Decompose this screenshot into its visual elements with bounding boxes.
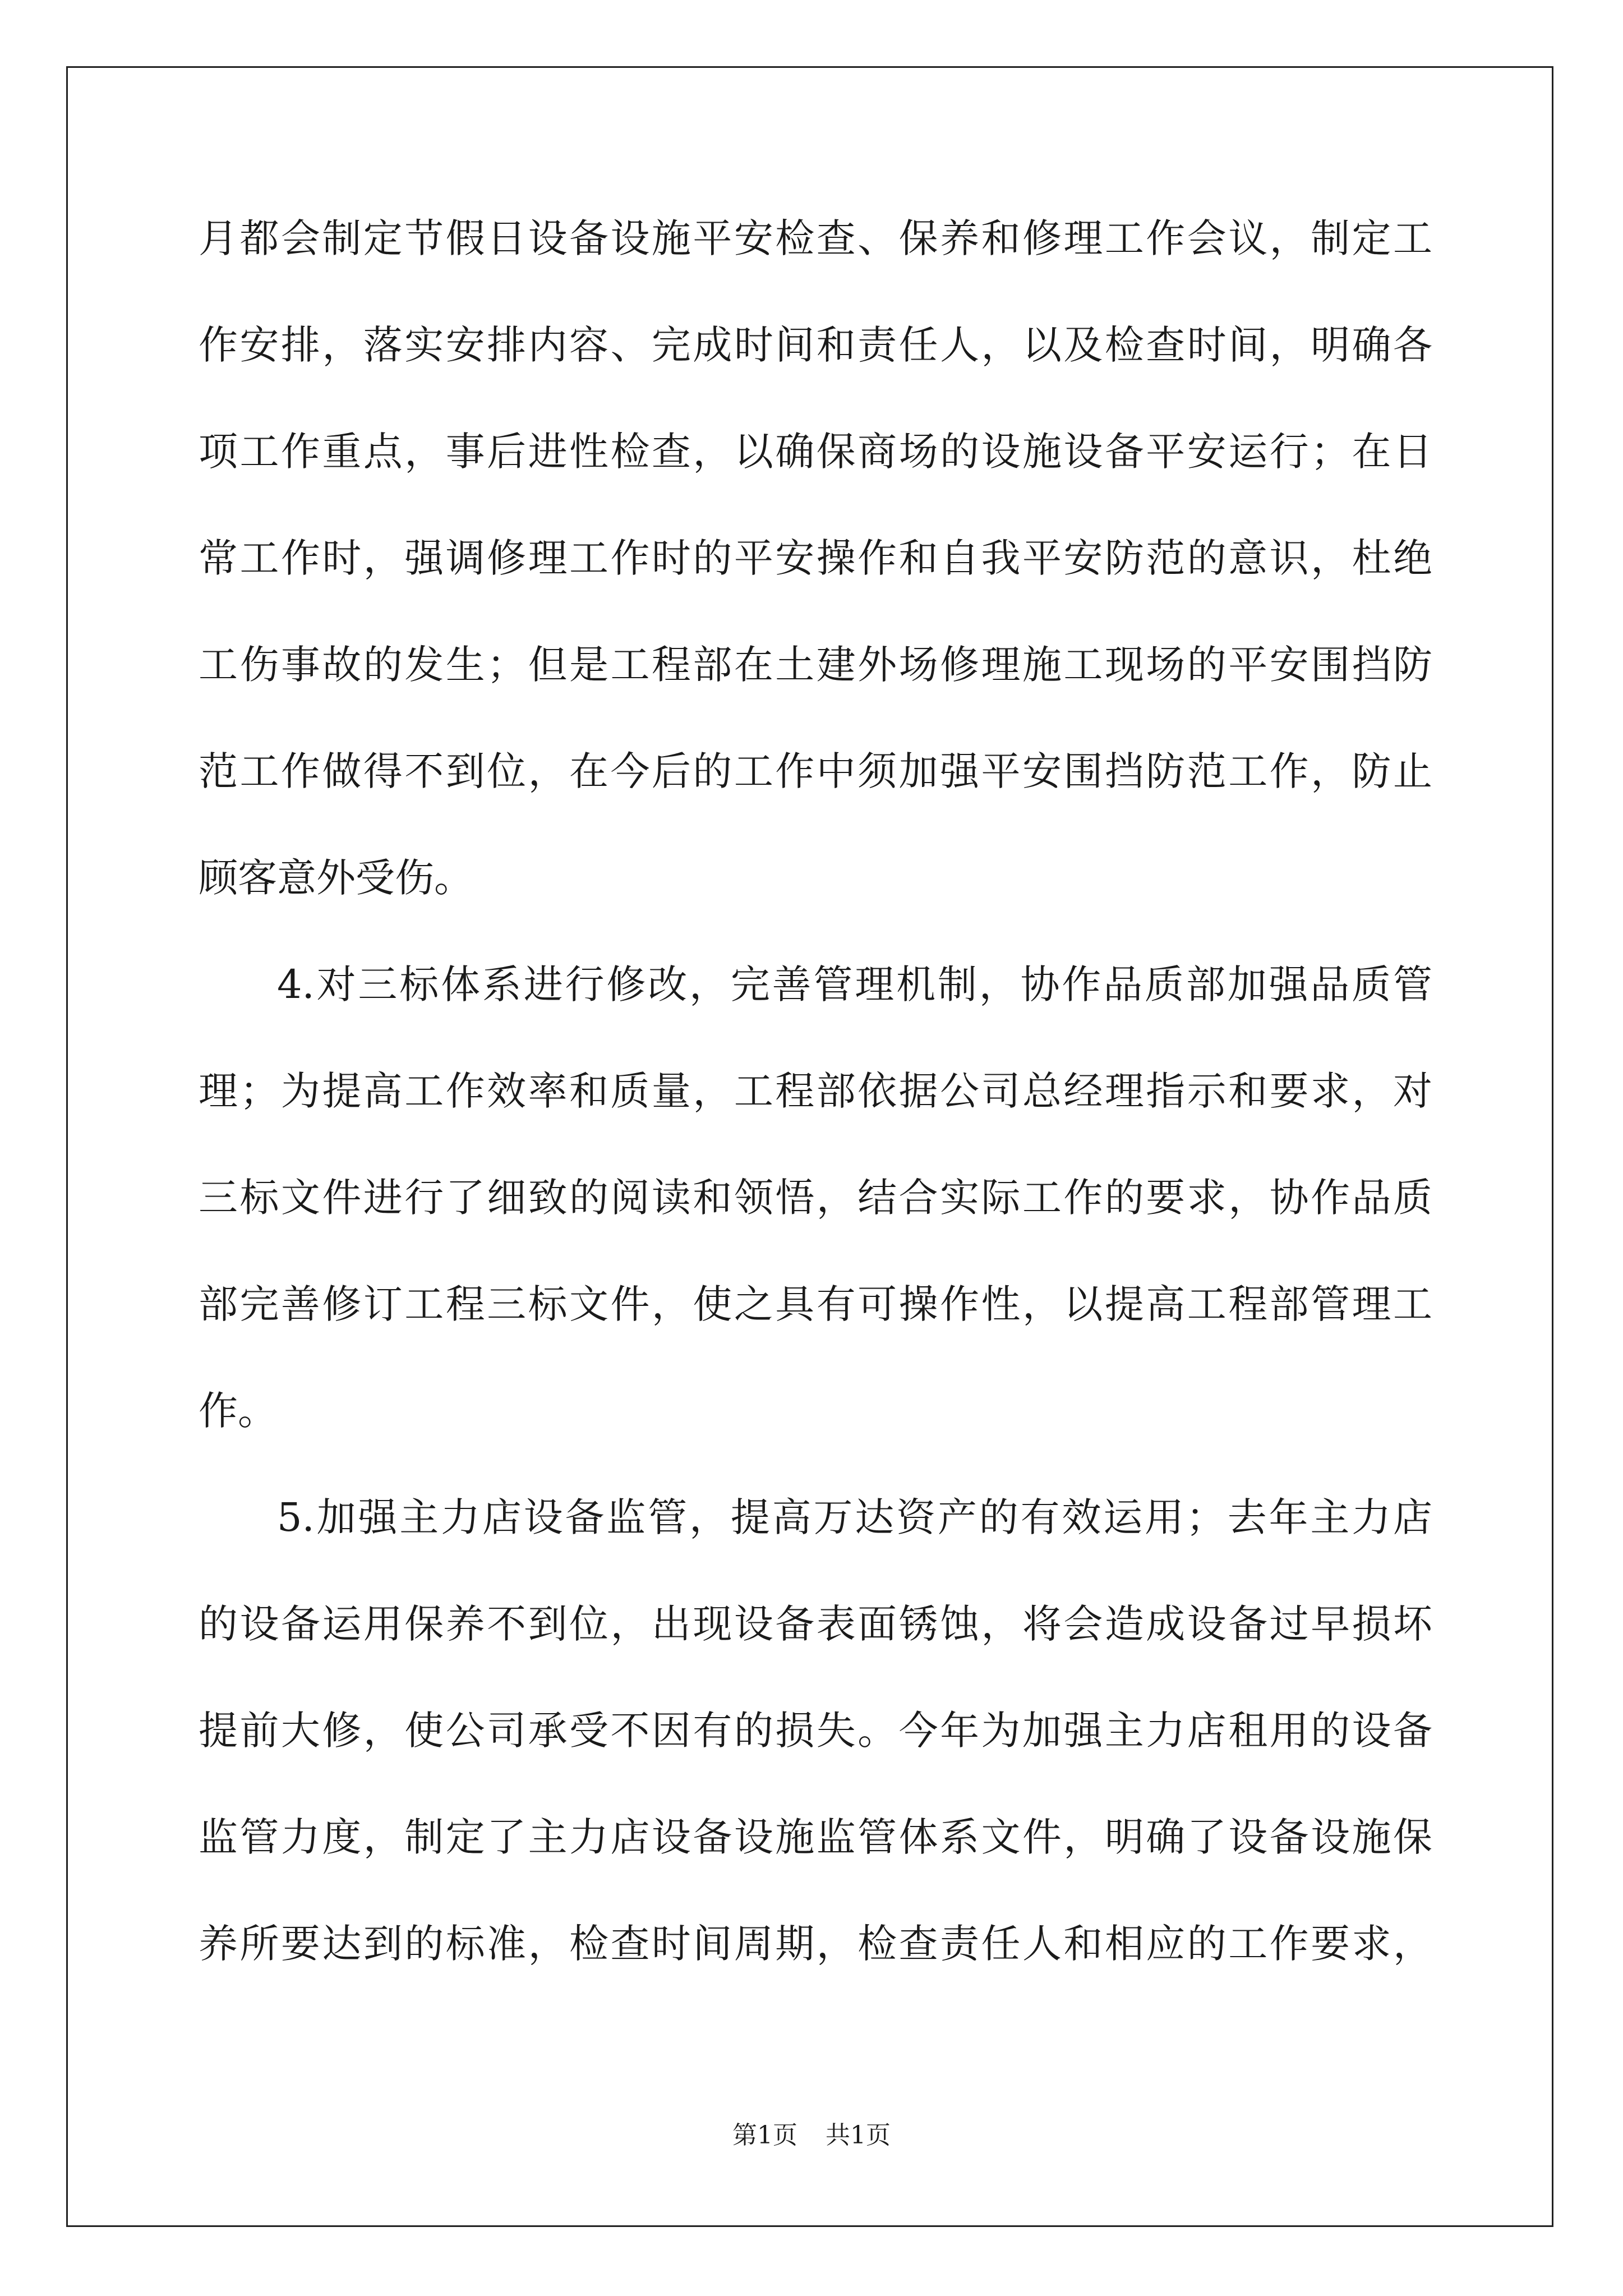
text-line: 的设备运用保养不到位，出现设备表面锈蚀，将会造成设备过早损坏 — [199, 1601, 1432, 1647]
text-line: 理；为提高工作效率和质量，工程部依据公司总经理指示和要求，对 — [199, 1068, 1432, 1114]
text-line: 月都会制定节假日设备设施平安检查、保养和修理工作会议，制定工 — [199, 215, 1432, 261]
text-line: 作。 — [199, 1388, 277, 1434]
text-line: 工伤事故的发生；但是工程部在土建外场修理施工现场的平安围挡防 — [199, 642, 1432, 688]
paragraph-3 — [199, 1464, 1432, 1997]
page-footer — [0, 2115, 1623, 2151]
text-line: 5.加强主力店设备监管，提高万达资产的有效运用；去年主力店 — [277, 1494, 1432, 1540]
text-line: 养所要达到的标准，检查时间周期，检查责任人和相应的工作要求， — [199, 1921, 1432, 1967]
page-number: 第1页 — [732, 2121, 797, 2150]
text-line: 范工作做得不到位，在今后的工作中须加强平安围挡防范工作，防止 — [199, 748, 1432, 794]
text-line: 三标文件进行了细致的阅读和领悟，结合实际工作的要求，协作品质 — [199, 1175, 1432, 1221]
text-line: 作安排，落实安排内容、完成时间和责任人，以及检查时间，明确各 — [199, 322, 1432, 368]
paragraph-1 — [199, 185, 1432, 931]
text-line: 部完善修订工程三标文件，使之具有可操作性，以提高工程部管理工 — [199, 1281, 1432, 1327]
page-total: 共1页 — [826, 2121, 891, 2150]
paragraph-2 — [199, 931, 1432, 1464]
text-line: 4.对三标体系进行修改，完善管理机制，协作品质部加强品质管 — [277, 961, 1432, 1007]
text-line: 顾客意外受伤。 — [199, 855, 473, 901]
text-line: 提前大修，使公司承受不因有的损失。今年为加强主力店租用的设备 — [199, 1708, 1432, 1754]
text-line: 项工作重点，事后进性检查，以确保商场的设施设备平安运行；在日 — [199, 429, 1432, 475]
document-body — [199, 185, 1432, 1997]
text-line: 监管力度，制定了主力店设备设施监管体系文件，明确了设备设施保 — [199, 1814, 1432, 1860]
text-line: 常工作时，强调修理工作时的平安操作和自我平安防范的意识，杜绝 — [199, 535, 1432, 581]
